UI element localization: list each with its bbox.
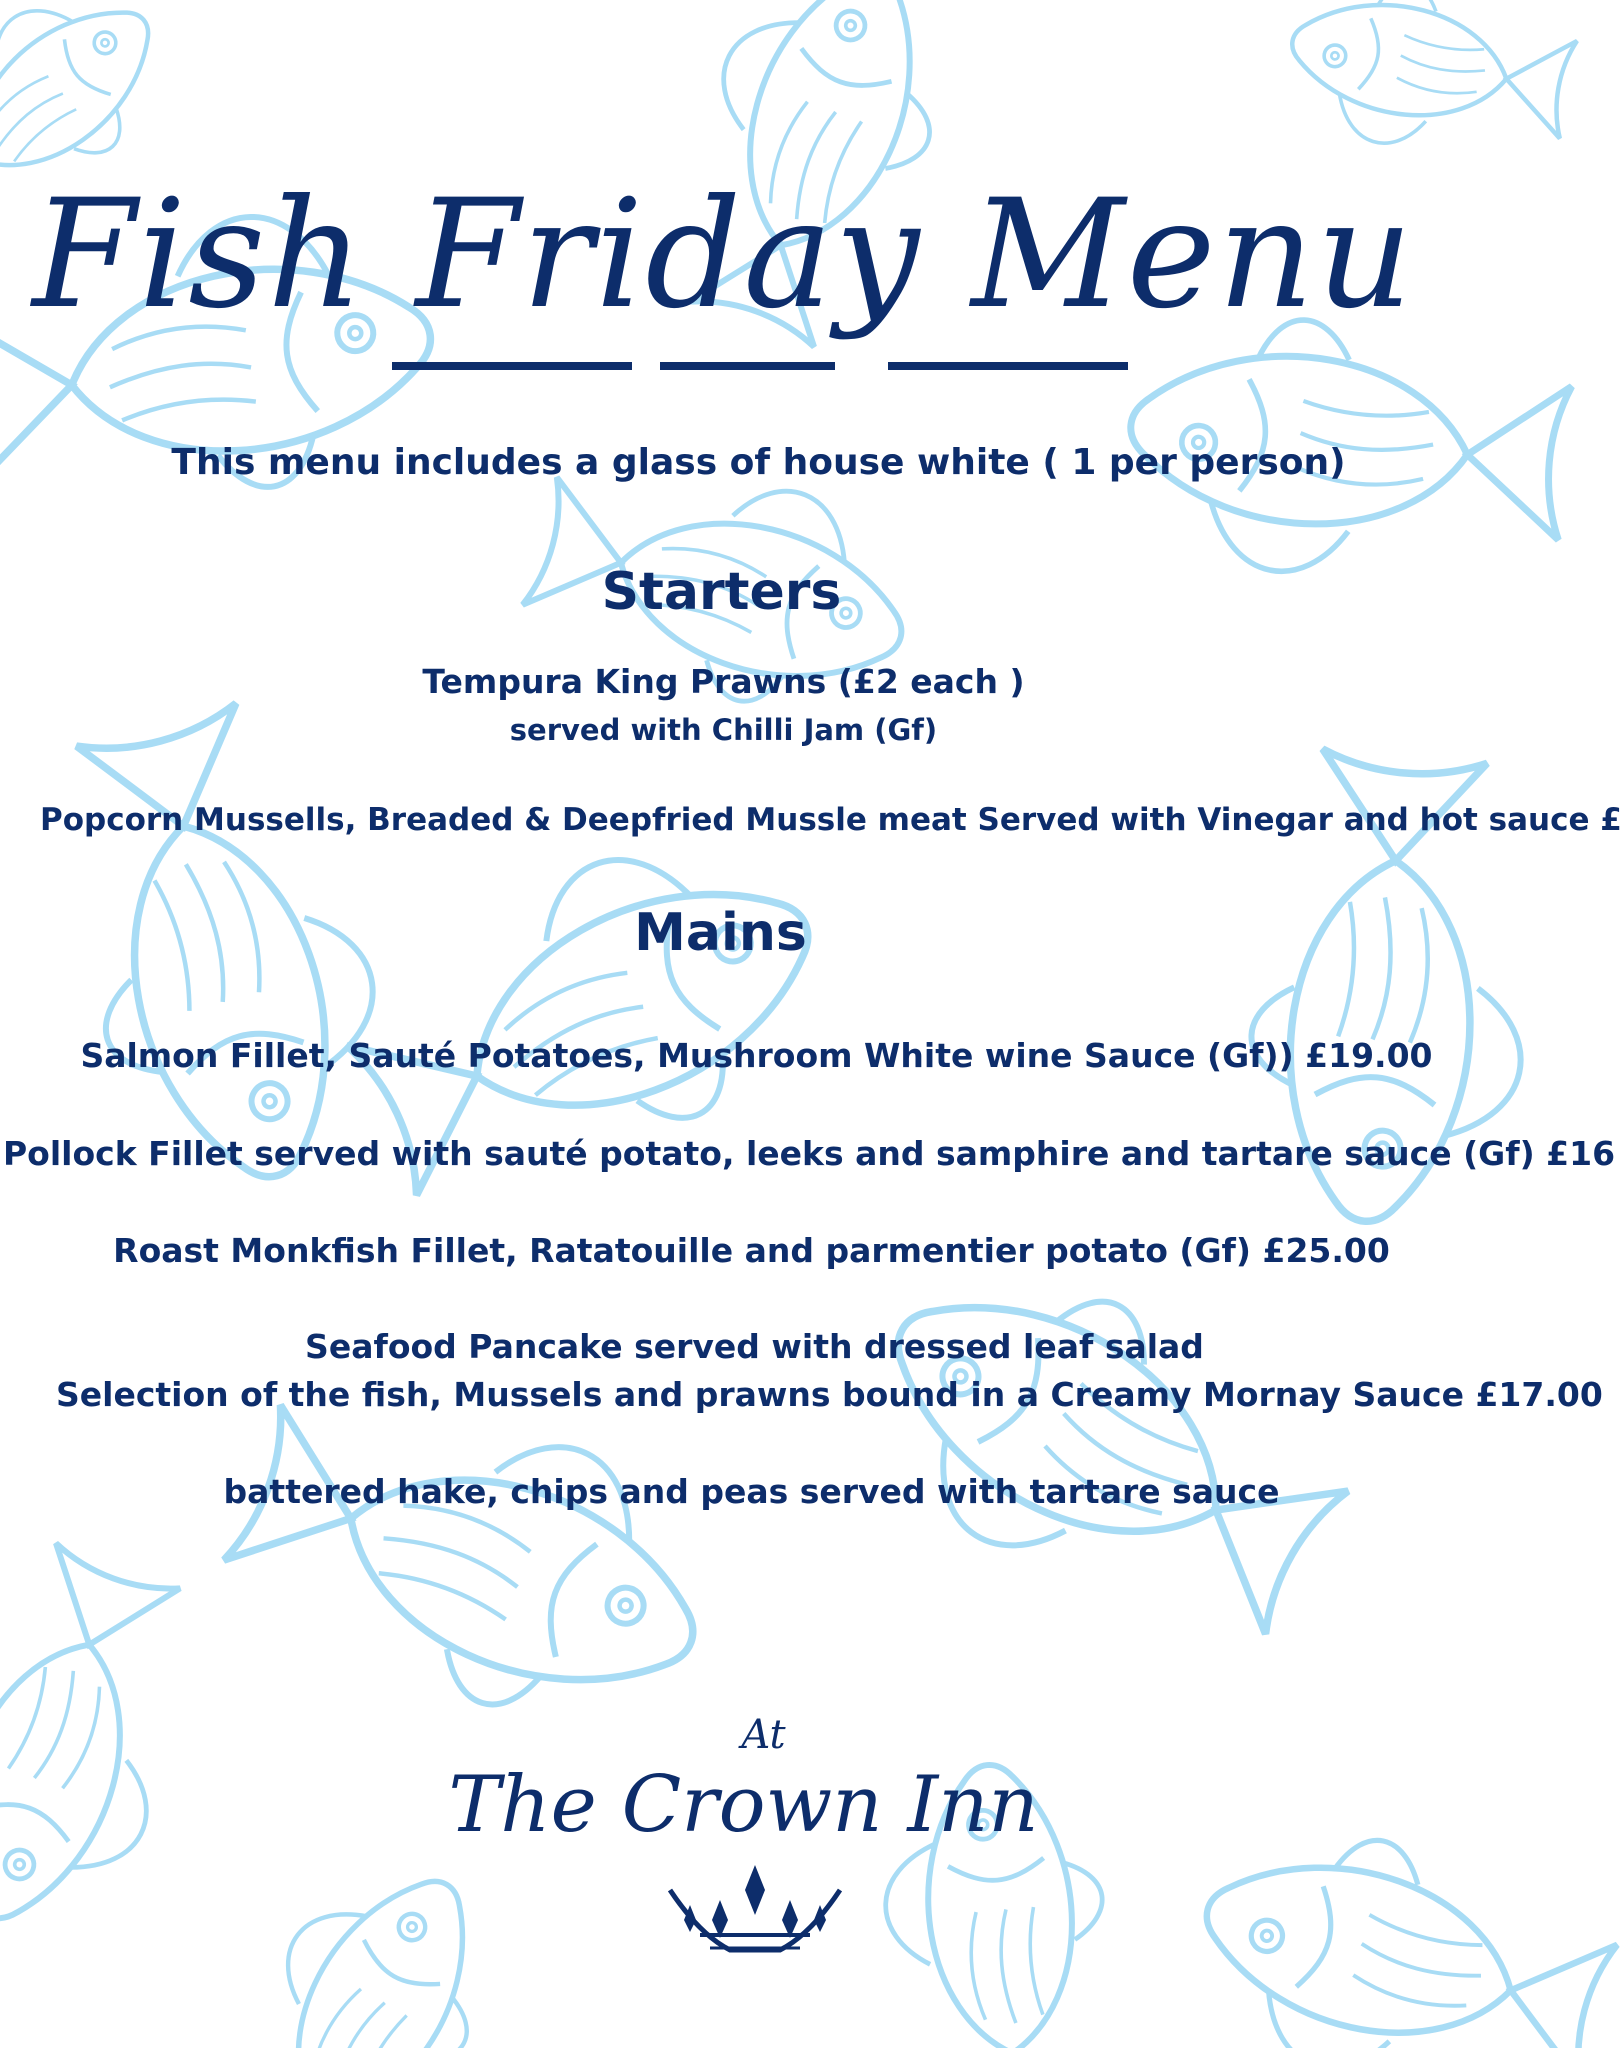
mains-heading: Mains — [634, 903, 807, 963]
starter-item-name: Tempura King Prawns (£2 each ) — [422, 662, 1025, 701]
starters-heading: Starters — [601, 562, 842, 622]
crown-icon — [660, 1860, 850, 1960]
main-item-detail: Selection of the fish, Mussels and prawns bound in a Creamy Mornay Sauce £17.00 — [56, 1375, 1603, 1414]
main-item-name: Salmon Fillet, Sauté Potatoes, Mushroom White wine Sauce (Gf)) £19.00 — [80, 1036, 1433, 1075]
footer-at: At — [741, 1712, 786, 1758]
menu-intro: This menu includes a glass of house white ( 1 per person) — [171, 442, 1346, 483]
menu-title: Fish Friday Menu — [32, 168, 1415, 342]
venue-name: The Crown Inn — [448, 1760, 1039, 1850]
title-underline — [888, 362, 1128, 370]
main-item-name: Seafood Pancake served with dressed leaf salad — [305, 1327, 1204, 1366]
starter-item-name: Popcorn Mussells, Breaded & Deepfried Mussle meat Served with Vinegar and hot sauce £ — [40, 802, 1622, 838]
title-underline — [660, 362, 835, 370]
title-underline — [392, 362, 632, 370]
main-item-name: Roast Monkfish Fillet, Ratatouille and parmentier potato (Gf) £25.00 — [113, 1231, 1390, 1270]
main-item-name: battered hake, chips and peas served with tartare sauce — [223, 1472, 1280, 1511]
main-item-name: Pollock Fillet served with sauté potato, leeks and samphire and tartare sauce (Gf) £16 — [3, 1134, 1616, 1173]
starter-item-detail: served with Chilli Jam (Gf) — [509, 713, 938, 747]
